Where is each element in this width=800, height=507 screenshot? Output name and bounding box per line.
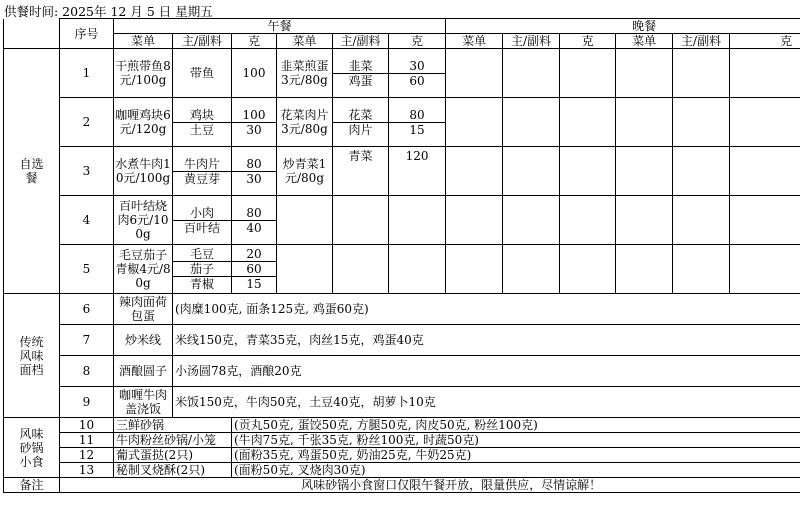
ingredient: 百叶结 bbox=[183, 220, 220, 235]
ingredient: 韭菜 bbox=[333, 59, 388, 74]
note-label: 备注 bbox=[4, 478, 60, 493]
col-dish: 菜单 bbox=[114, 34, 173, 49]
row-no: 5 bbox=[60, 245, 114, 294]
col-dish: 菜单 bbox=[616, 34, 673, 49]
ingredient: 青椒 bbox=[189, 277, 214, 291]
ingredient-stack bbox=[173, 98, 232, 147]
grams-stack bbox=[232, 196, 277, 245]
col-g: 克 bbox=[389, 34, 446, 49]
grams: 30 bbox=[246, 171, 262, 186]
dish-name: 牛肉粉丝砂锅/小笼 bbox=[114, 433, 232, 448]
corner-cell bbox=[4, 19, 60, 49]
row-no: 1 bbox=[60, 49, 114, 98]
note-text: 风味砂锅小食窗口仅限午餐开放，限量供应，尽情谅解！ bbox=[60, 478, 800, 493]
dish-name: 酒酿圆子 bbox=[114, 356, 173, 387]
ingredient: 青菜 bbox=[333, 147, 389, 196]
ingredient-stack bbox=[333, 49, 389, 98]
grams: 15 bbox=[409, 122, 425, 137]
ingredient: 毛豆 bbox=[173, 247, 231, 262]
ingredient-stack bbox=[173, 147, 232, 196]
row-no: 11 bbox=[60, 433, 114, 448]
dish-name: 秘制叉烧酥(2只) bbox=[114, 463, 232, 478]
grams: 100 bbox=[232, 108, 276, 123]
dish-name: 干煎带鱼8元/100g bbox=[114, 49, 173, 98]
ingredient: 带鱼 bbox=[173, 49, 232, 98]
row-no: 8 bbox=[60, 356, 114, 387]
dish-name: 百叶结烧肉6元/100g bbox=[114, 196, 173, 245]
dinner-header: 晚餐 bbox=[446, 19, 800, 34]
section-self: 自选餐 bbox=[4, 49, 60, 294]
section-trad: 传统风味面档 bbox=[4, 294, 60, 418]
grams-stack bbox=[389, 49, 446, 98]
row-no: 13 bbox=[60, 463, 114, 478]
col-dish: 菜单 bbox=[277, 34, 333, 49]
dish-desc: 小汤圆78克，酒酿20克 bbox=[173, 356, 800, 387]
grams: 80 bbox=[389, 108, 445, 123]
dish-desc: 米线150克，青菜35克，肉丝15克，鸡蛋40克 bbox=[173, 325, 800, 356]
ingredient: 黄豆芽 bbox=[183, 171, 220, 186]
ingredient-stack bbox=[173, 196, 232, 245]
row-no: 6 bbox=[60, 294, 114, 325]
grams: 15 bbox=[246, 277, 262, 291]
ingredient: 小肉 bbox=[173, 206, 231, 221]
dish-desc: (面粉35克, 鸡蛋50克, 奶油25克, 牛奶25克) bbox=[232, 448, 800, 463]
grams: 100 bbox=[232, 49, 277, 98]
ingredient-stack bbox=[333, 98, 389, 147]
col-main: 主/副料 bbox=[503, 34, 560, 49]
dish-name: 辣肉面荷包蛋 bbox=[114, 294, 173, 325]
dish-name: 咖喱鸡块6元/120g bbox=[114, 98, 173, 147]
dish-name: 三鲜砂锅 bbox=[114, 418, 232, 433]
row-no: 2 bbox=[60, 98, 114, 147]
row-no: 12 bbox=[60, 448, 114, 463]
ingredient-stack bbox=[173, 245, 232, 294]
dish-name: 炒米线 bbox=[114, 325, 173, 356]
dish-desc: (面粉50克, 叉烧肉30克) bbox=[232, 463, 800, 478]
col-seq: 序号 bbox=[60, 19, 114, 49]
serving-date: 供餐时间: 2025年 12 月 5 日 星期五 bbox=[4, 4, 213, 19]
dish-name: 咖喱牛肉盖浇饭 bbox=[114, 387, 173, 418]
dish-name: 水煮牛肉10元/100g bbox=[114, 147, 173, 196]
ingredient: 茄子 bbox=[173, 262, 231, 277]
ingredient: 鸡块 bbox=[173, 108, 231, 123]
row-no: 10 bbox=[60, 418, 114, 433]
dish-name: 花菜肉片3元/80g bbox=[277, 98, 333, 147]
ingredient: 土豆 bbox=[189, 122, 214, 137]
lunch-header: 午餐 bbox=[114, 19, 446, 34]
ingredient: 肉片 bbox=[348, 122, 373, 137]
row-no: 9 bbox=[60, 387, 114, 418]
ingredient: 牛肉片 bbox=[173, 157, 231, 172]
grams-stack bbox=[232, 147, 277, 196]
grams: 80 bbox=[232, 157, 276, 172]
dish-name: 韭菜煎蛋3元/80g bbox=[277, 49, 333, 98]
row-no: 3 bbox=[60, 147, 114, 196]
grams: 80 bbox=[232, 206, 276, 221]
dish-desc: 米饭150克，牛肉50克，土豆40克，胡萝卜10克 bbox=[173, 387, 800, 418]
section-clay: 风味砂锅小食 bbox=[4, 418, 60, 478]
dish-desc: (肉糜100克, 面条125克, 鸡蛋60克) bbox=[173, 294, 800, 325]
col-main: 主/副料 bbox=[333, 34, 389, 49]
grams-stack bbox=[232, 98, 277, 147]
dish-name: 毛豆茄子青椒4元/80g bbox=[114, 245, 173, 294]
col-dish: 菜单 bbox=[446, 34, 503, 49]
col-main: 主/副料 bbox=[673, 34, 730, 49]
grams: 60 bbox=[232, 262, 276, 277]
dish-desc: (贡丸50克, 蛋饺50克, 方腿50克, 肉皮50克, 粉丝100克) bbox=[232, 418, 800, 433]
grams: 30 bbox=[246, 122, 262, 137]
grams: 120 bbox=[389, 147, 446, 196]
grams: 60 bbox=[409, 73, 425, 88]
dish-name: 葡式蛋挞(2只) bbox=[114, 448, 232, 463]
col-g: 克 bbox=[560, 34, 616, 49]
row-no: 7 bbox=[60, 325, 114, 356]
row-no: 4 bbox=[60, 196, 114, 245]
col-g: 克 bbox=[730, 34, 800, 49]
grams-stack bbox=[232, 245, 277, 294]
dish-desc: (牛肉75克, 千张35克, 粉丝100克, 时蔬50克) bbox=[232, 433, 800, 448]
grams: 40 bbox=[246, 220, 262, 235]
grams: 20 bbox=[232, 247, 276, 262]
grams: 30 bbox=[389, 59, 445, 74]
ingredient: 鸡蛋 bbox=[348, 73, 373, 88]
col-main: 主/副料 bbox=[173, 34, 232, 49]
col-g: 克 bbox=[232, 34, 277, 49]
menu-table bbox=[3, 18, 800, 493]
ingredient: 花菜 bbox=[333, 108, 388, 123]
dish-name: 炒青菜1元/80g bbox=[277, 147, 333, 196]
grams-stack bbox=[389, 98, 446, 147]
